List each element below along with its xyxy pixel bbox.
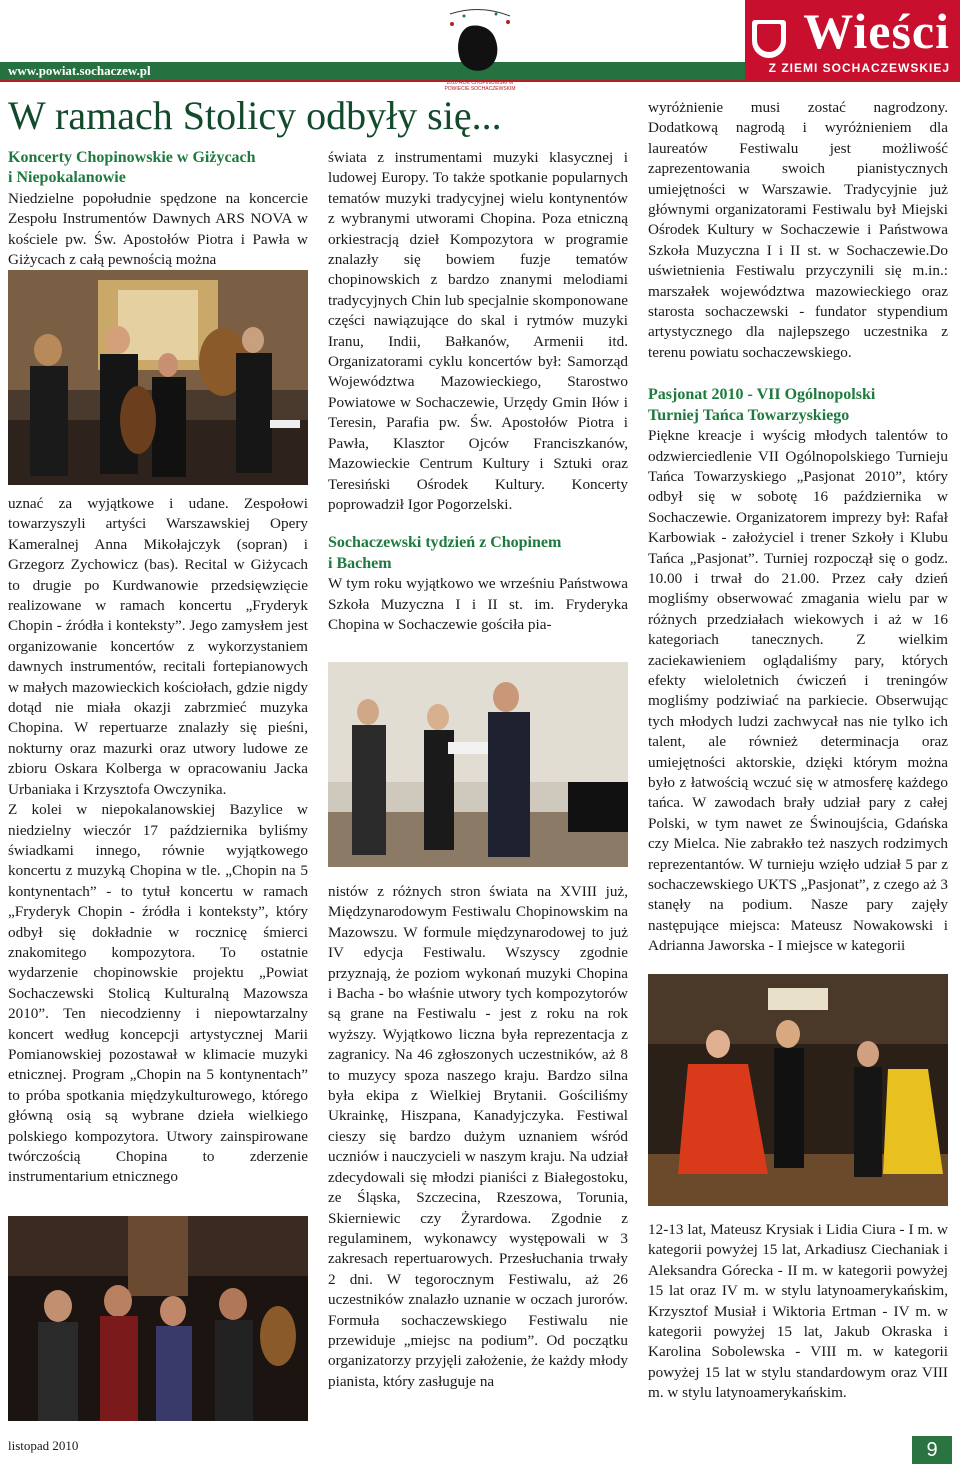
paragraph: W tym roku wyjątkowo we wrześniu Państwowa Szkoła Muzyczna I i II st. im. Fryderyka Chopina w Sochaczewie gościła pia-: [328, 575, 628, 633]
paragraph: Piękne kreacje i wyścig młodych talentów to odzwierciedlenie VII Ogólnopolskiego Turnieju Tańca Towarzyskiego „Pasjonat 2010”, który odbył się w sobotę 16 października w Sochaczewie. Organizatorem imprezy był: Rafał Karbowiak - założyciel i trener Szkoły i Klubu Tańca „Pasjonat”. Turniej rozpoczął się o godz. 10.00 i trwał do 21.00. Przez cały dzień mogliśmy obserwować zmagania wielu par w różnych przedziałach wiekowych i aż w 16 kategoriach tanecznych. Z wielkim zaciekawieniem oglądaliśmy pary, których efekty wieloletnich ćwiczeń i treningów mogliśmy podziwiać na parkiecie. Obserwując tych młodych ludzi zachwycał nas nie tylko ich talent, ale również determinacja oraz umiejętności aktorskie, dzięki którym można było z łatwością wczuć się w atmosferę każdego tańca. W zawodach brały udział pary z całej Polski, w tym nawet ze Świnoujścia, Gdańska czy Mielca. Nie zabrakło też naszych rodzimych reprezentantów. W turnieju wzięło udział 5 par z sochaczewskiego UKTS „Pasjonat”, z czego aż 3 stanęły na podium. Nasze pary zajęły następujące miejsca: Mateusz Nowakowski i Adrianna Jaworska - I miejsce w kategorii: [648, 427, 948, 955]
page-number: 9: [912, 1436, 952, 1464]
column-1-top: [8, 148, 308, 270]
masthead-subtitle: Z ZIEMI SOCHACZEWSKIEJ: [768, 61, 950, 75]
column-3-body: [648, 1220, 948, 1404]
site-url[interactable]: www.powiat.sochaczew.pl: [8, 63, 151, 78]
section-heading: Pasjonat 2010 - VII Ogólnopolski: [648, 386, 876, 404]
concert-church-photo: [8, 270, 308, 485]
ethnic-concert-photo: [8, 1216, 308, 1421]
column-2-top: [328, 148, 628, 635]
section-heading-cont: Turniej Tańca Towarzyskiego: [648, 406, 850, 424]
coat-of-arms-shield-icon: [757, 24, 781, 52]
column-1-body: [8, 494, 308, 1188]
award-ceremony-photo: [328, 662, 628, 867]
paragraph: Z kolei w niepokalanowskiej Bazylice w niedzielny wieczór 17 października byliśmy świadkami innego, równie wyjątkowego koncertu z muzyką Chopina w tle. „Chopin na 5 kontynentach” - to tytuł koncertu w ramach „Fryderyk Chopin - źródła i konteksty”, który odbył się dokładnie w rocznicę śmierci znakomitego kompozytora. To ostatnie wydarzenie chopinowskie projektu „Powiat Sochaczewski Stolicą Kulturalną Mazowsza 2010”. Ten niecodzienny i niepowtarzalny koncert według koncepcji artystycznej Marii Pomianowskiej pozostawał w klimacie muzyki etnicznej. Program „Chopin na 5 kontynentach” to próba spotkania międzykulturowego, którego główną osią są wybrane dzieła wielkiego polskiego kompozytora. Utwory zainspirowane twórczością Chopina to zderzenie instrumentarium etnicznego: [8, 801, 308, 1186]
column-2-body: [328, 882, 628, 1392]
section-heading-cont: i Niepokalanowie: [8, 169, 126, 187]
section-heading: Sochaczewski tydzień z Chopinem: [328, 534, 562, 552]
paragraph: wyróżnienie musi zostać nagrodzony. Dodatkową nagrodą i wyróżnieniem dla laureatów Festiwalu jest możliwość zaprezentowania swoich pianistycznych umiejętności w Warszawie. Tradycyjnie już głównymi organizatorami Festiwalu był Miejski Ośrodek Kultury w Sochaczewie i Państwowa Szkoła Muzyczna I i II st. w Sochaczewie.Do uświetnienia Festiwalu przyczynili się m.in.: marszałek województwa mazowieckiego oraz starosta sochaczewski - fundator stypendium artystycznego dla najlepszego uczestnika z terenu powiatu sochaczewskiego.: [648, 99, 948, 361]
page-title: W ramach Stolicy odbyły się...: [8, 93, 502, 138]
paragraph: uznać za wyjątkowe i udane. Zespołowi towarzyszyli artyści Warszawskiej Opery Kameralnej Anna Mikołajczyk (sopran) i Grzegorz Zychowicz (bas). Recital w Giżycach to drugie po Kurdwanowie przedsięwzięcie realizowane w ramach koncertu „Fryderyk Chopin - źródła i konteksty”. Jego zamysłem jest organizowanie koncertów z wykorzystaniem dawnych instrumentów, recitali fortepianowych w małych mazowieckich kościołach, gdzie nigdy dotąd nie miała okazji zabrzmieć muzyka Chopina. W repertuarze znalazły się pieśni, nokturny oraz mazurki oraz utwory ludowe ze zbioru Oskara Kolberga w opracowaniu Jacka Urbaniaka i Krzysztofa Owczynika.: [8, 495, 308, 798]
paragraph: świata z instrumentami muzyki klasycznej i ludowej Europy. To także spotkanie popularnych tematów muzyki tradycyjnej wielu kontynentów z wybranymi utworami Chopina. Poza etniczną orkiestracją dzieł Kompozytora w programie znalazły się bowiem fuzje tematów chopinowskich z bardzo znanymi melodiami tradycyjnych Chin lub specjalnie skomponowane części nawiązujące do skal i rytmów muzyki Iranu, Indii, Bałkanów, Armenii itd. Organizatorami cyklu koncertów był: Samorząd Województwa Mazowieckiego, Starostwo Powiatowe w Sochaczewie, Urzędy Gmin Iłów i Teresin, Parafia pw. Św. Apostołów Piotra i Pawła, Klasztor Ojców Franciszkanów, Mazowieckie Centrum Kultury i Sztuki oraz Teresiński Ośrodek Kultury. Koncerty poprowadził Igor Pogorzelski.: [328, 149, 628, 513]
section-heading-cont: i Bachem: [328, 554, 392, 572]
section-heading: Koncerty Chopinowskie w Giżycach: [8, 149, 256, 166]
paragraph: Niedzielne popołudnie spędzone na koncercie Zespołu Instrumentów Dawnych ARS NOVA w kościele pw. Św. Apostołów Piotra i Pawła w Giżycach z całą pewnością można: [8, 189, 308, 269]
dance-tournament-photo: [648, 974, 948, 1206]
paragraph: 12-13 lat, Mateusz Krysiak i Lidia Ciura - I m. w kategorii powyżej 15 lat, Arkadiusz Ciechaniak i Aleksandra Górecka - II m. w kategorii powyżej 15 lat oraz IV m. w stylu latynoamerykańskim, Krzysztof Musiał i Wiktoria Ertman - IV m. w kategorii powyżej 15 lat, Jakub Okraska i Karolina Sobolewska - VIII m. w kategorii powyżej 15 lat w stylu standardowym oraz VIII m. w stylu latynoamerykańskim.: [648, 1221, 948, 1402]
column-3-top: [648, 98, 948, 957]
paragraph: nistów z różnych stron świata na XVIII już, Międzynarodowym Festiwalu Chopinowskim na Mazowszu. W formule międzynarodowej to już IV edycja Festiwalu. Wszyscy zgodnie przyznają, że poziom wykonań muzyki Chopina i Bacha - bo właśnie utwory tych kompozytorów są grane na Festiwalu - jest z roku na rok wyższy. Wyjątkowo liczna była reprezentacja z zagranicy. Na 46 zgłoszonych uczestników, aż 8 to muzycy spoza naszego kraju. Bardzo silna była ekipa z Wielkiej Brytanii. Gościliśmy Ukrainkę, Hiszpana, Kanadyjczyka. Festiwal cieszy się bardzo dużym uznaniem wśród uczniów i nauczycieli w naszym kraju. Na udział zdecydowali się młodzi pianiści z Białegostoku, ze Śląska, Szczecina, Rzeszowa, Torunia, Skierniewic czy Żyrardowa. Zgodnie z regulaminem, wykonawcy występowali w 3 zakresach repertuarowych. Przesłuchania trwały 2 dni. W tegorocznym Festiwalu, aż 26 uczestników znalazło uznanie w oczach jurorów. Formuła sochaczewskiego Festiwalu nie przewiduje „miejsc na podium”. Od początku organizatorzy przyjęli założenie, że każdy młody pianista, który zasługuje na: [328, 883, 628, 1390]
masthead-title: Wieści: [803, 3, 950, 59]
issue-date: listopad 2010: [8, 1438, 79, 1453]
logo-caption: 2010 ROK CHOPINOWSKI W POWIECIE SOCHACZEWSKIM: [444, 80, 516, 92]
